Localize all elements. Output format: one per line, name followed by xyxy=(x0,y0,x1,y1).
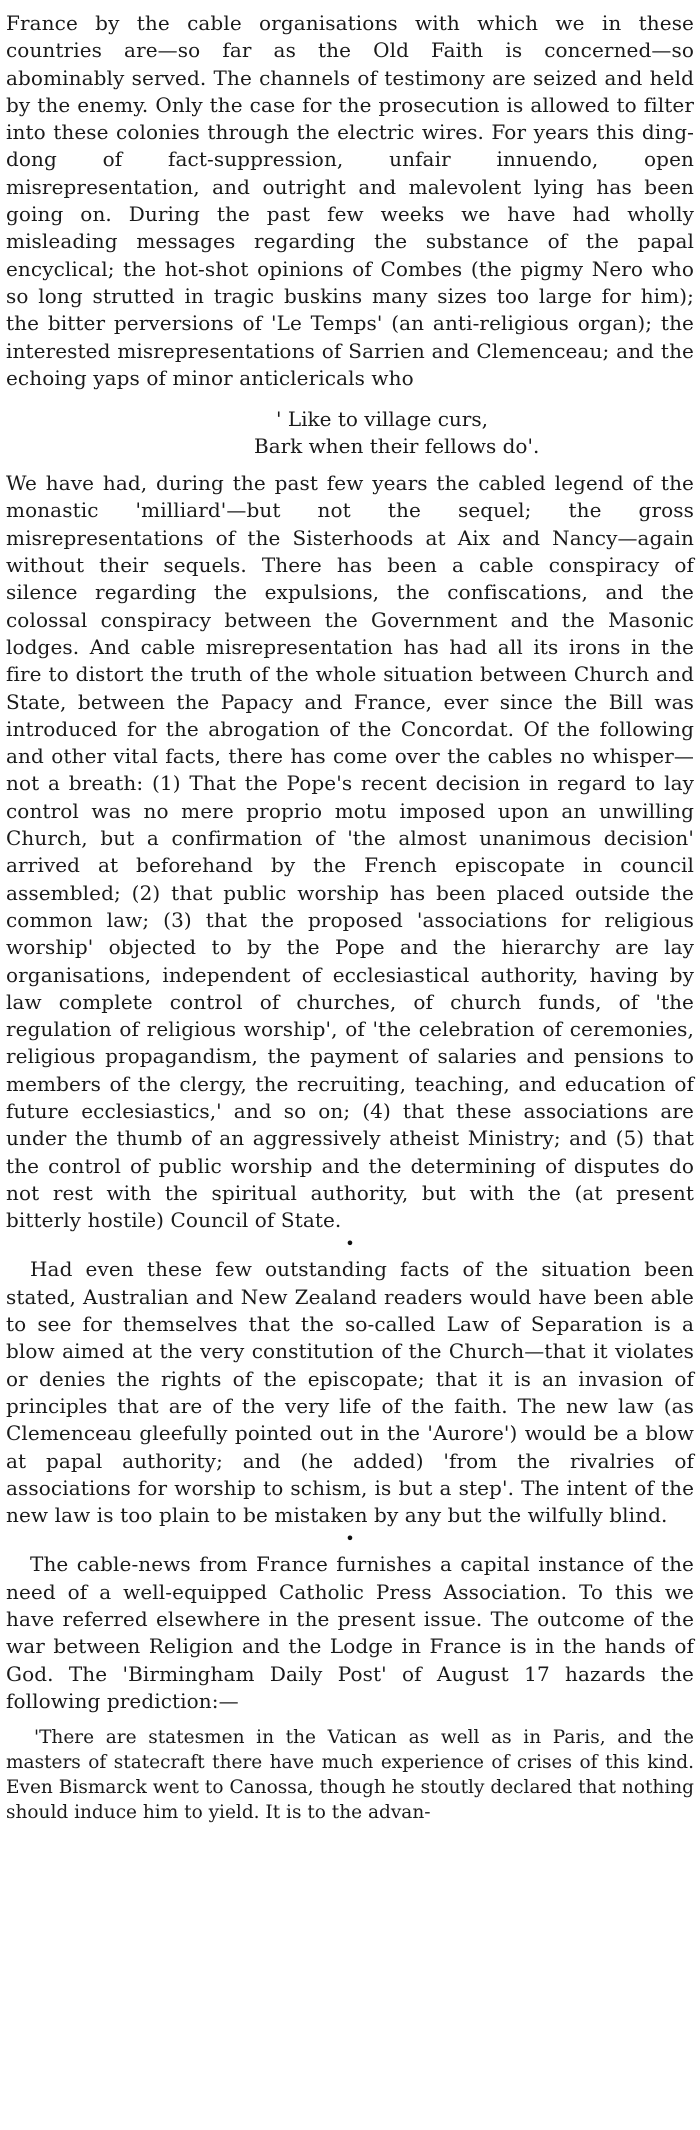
verse-quotation xyxy=(6,406,694,460)
verse-line-1: ' Like to village curs, xyxy=(276,407,488,432)
section-separator-2: • xyxy=(345,1529,355,1549)
quoted-prediction: 'There are statesmen in the Vatican as well as in Paris, and the masters of statecraft there have much experience of crises of this kind. Even Bismarck went to Canossa, though he stoutly declared that nothing should induce him to yield. It is to the advan- xyxy=(6,1727,694,1824)
paragraph-cable-organisations: France by the cable organisations with which we in these countries are—so far as the Old Faith is concerned—so abominably served. The channels of testimony are seized and held by the enemy. Only the case for the prosecution is allowed to filter into these colonies through the electric wires. For years this ding-dong of fact-suppression, unfair innuendo, open misrepresentation, and outright and malevolent lying has been going on. During the past few weeks we have had wholly misleading messages regarding the substance of the papal encyclical; the hot-shot opinions of Combes (the pigmy Nero who so long strutted in tragic buskins many sizes too large for him); the bitter perversions of 'Le Temps' (an anti-religious organ); the interested misrepresentations of Sarrien and Clemenceau; and the echoing yaps of minor anticlericals who xyxy=(6,11,694,390)
paragraph-catholic-press: The cable-news from France furnishes a capital instance of the need of a well-equipped Catholic Press Association. To this we have referred elsewhere in the present issue. The outcome of the war between Religion and the Lodge in France is in the hands of God. The 'Birmingham Daily Post' of August 17 hazards the following prediction:— xyxy=(6,1552,694,1713)
paragraph-cable-conspiracy: We have had, during the past few years the cabled legend of the monastic 'milliard'—but not the sequel; the gross misrepresentations of the Sisterhoods at Aix and Nancy—again without their sequels. There has been a cable conspiracy of silence regarding the expulsions, the confiscations, and the colossal conspiracy between the Government and the Masonic lodges. And cable misrepresentation has had all its irons in the fire to distort the truth of the whole situation between Church and State, between the Papacy and France, ever since the Bill was introduced for the abrogation of the Concordat. Of the following and other vital facts, there has come over the cables no whisper—not a breath: (1) That the Pope's recent decision in regard to lay control was no mere proprio motu imposed upon an unwilling Church, but a confirmation of 'the almost unanimous decision' arrived at beforehand by the French episcopate in council assembled; (2) that public worship has been placed outside the common law; (3) that the proposed 'associations for religious worship' objected to by the Pope and the hierarchy are lay organisations, independent of ecclesiastical authority, having by law complete control of churches, of church funds, of 'the regulation of religious worship', of 'the celebration of ceremonies, religious propagandism, the payment of salaries and pensions to members of the clergy, the recruiting, teaching, and education of future ecclesiastics,' and so on; (4) that these associations are under the thumb of an aggressively atheist Ministry; and (5) that the control of public worship and the determining of disputes do not rest with the spiritual authority, but with the (at present bitterly hostile) Council of State. xyxy=(6,471,694,1233)
section-separator-1: • xyxy=(345,1234,355,1254)
verse-line-2: Bark when their fellows do'. xyxy=(254,434,540,459)
paragraph-law-of-separation: Had even these few outstanding facts of the situation been stated, Australian and New Zealand readers would have been able to see for themselves that the so-called Law of Separation is a blow aimed at the very constitution of the Church—that it violates or denies the rights of the episcopate; that it is an invasion of principles that are of the very life of the faith. The new law (as Clemenceau gleefully pointed out in the 'Aurore') would be a blow at papal authority; and (he added) 'from the rivalries of associations for worship to schism, is but a step'. The intent of the new law is too plain to be mistaken by any but the wilfully blind. xyxy=(6,1257,694,1528)
